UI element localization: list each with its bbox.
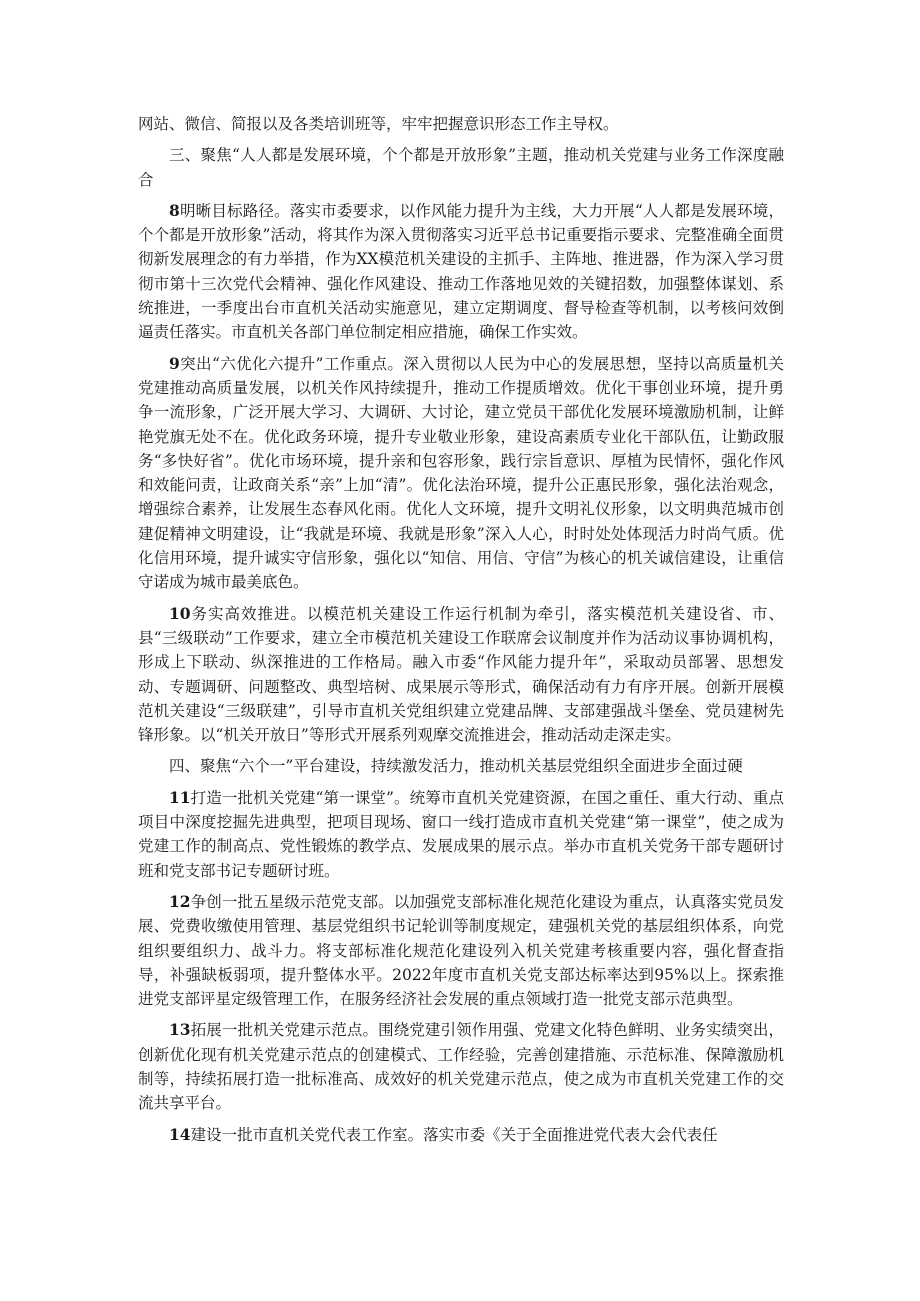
document-page: [138, 112, 784, 1154]
section-heading-3: 三、聚焦“人人都是发展环境，个个都是开放形象”主题，推动机关党建与业务工作深度融合: [138, 146, 784, 189]
continuation-paragraph: 网站、微信、简报以及各类培训班等，牢牢把握意识形态工作主导权。: [138, 115, 619, 133]
item-text: 务实高效推进。以模范机关建设工作运行机制为牵引，落实模范机关建设省、市、县“三级联动”工作要求，建立全市模范机关建设工作联席会议制度并作为活动议事协调机构，形成上下联动、纵深推进的工作格局。融入市委“作风能力提升年”，采取动员部署、思想发动、专题调研、问题整改、典型培树、成果展示等形式，确保活动有力有序开展。创新开展模范机关建设“三级联建”，引导市直机关党组织建立党建品牌、支部建强战斗堡垒、党员建树先锋形象。以“机关开放日”等形式开展系列观摩交流推进会，推动活动走深走实。: [138, 604, 784, 745]
item-number: 8: [169, 200, 180, 220]
item-text: 突出“六优化六提升”工作重点。深入贯彻以人民为中心的发展思想，坚持以高质量机关党建推动高质量发展，以机关作风持续提升，推动工作提质增效。优化干事创业环境，提升勇争一流形象，广泛开展大学习、大调研、大讨论，建立党员干部优化发展环境激励机制，让鲜艳党旗无处不在。优化政务环境，提升专业敬业形象，建设高素质专业化干部队伍，让勤政服务“多快好省”。优化市场环境，提升亲和包容形象，践行宗旨意识、厚植为民情怀，强化作风和效能问责，让政商关系“亲”上加“清”。优化法治环境，提升公正惠民形象，强化法治观念，增强综合素养，让发展生态春风化雨。优化人文环境，提升文明礼仪形象，以文明典范城市创建促精神文明建设，让“我就是环境、我就是形象”深入人心，时时处处体现活力时尚气质。优化信用环境，提升诚实守信形象，强化以“知信、用信、守信”为核心的机关诚信建设，让重信守诺成为城市最美底色。: [138, 354, 784, 592]
item-paragraph-10: [138, 602, 784, 748]
section-heading-4: 四、聚焦“六个一”平台建设，持续激发活力，推动机关基层党组织全面进步全面过硬: [169, 757, 743, 776]
item-number: 11: [169, 787, 191, 807]
item-text: 建设一批市直机关党代表工作室。落实市委《关于全面推进党代表大会代表任: [190, 1125, 718, 1144]
item-paragraph-12: [138, 890, 784, 1011]
item-number: 12: [169, 891, 191, 911]
item-text: 争创一批五星级示范党支部。以加强党支部标准化规范化建设为重点，认真落实党员发展、党费收缴使用管理、基层党组织书记轮训等制度规定，建强机关党的基层组织体系，向党组织要组织力、战斗力。将支部标准化规范化建设列入机关党建考核重要内容，强化督查指导，补强缺板弱项，提升整体水平。2022年度市直机关党支部达标率达到95%以上。探索推进党支部评星定级管理工作，在服务经济社会发展的重点领域打造一批党支部示范典型。: [138, 892, 784, 1009]
item-number: 10: [169, 603, 191, 623]
item-paragraph-13: [138, 1018, 784, 1115]
item-text: 打造一批机关党建“第一课堂”。统筹市直机关党建资源，在国之重任、重大行动、重点项目中深度挖掘先进典型，把项目现场、窗口一线打造成市直机关党建“第一课堂”，使之成为党建工作的制高点、党性锻炼的教学点、发展成果的展示点。举办市直机关党务干部专题研讨班和党支部书记专题研讨班。: [138, 788, 784, 880]
item-number: 13: [169, 1020, 191, 1040]
item-text: 明晰目标路径。落实市委要求，以作风能力提升为主线，大力开展“人人都是发展环境，个个都是开放形象”活动，将其作为深入贯彻落实习近平总书记重要指示要求、完整准确全面贯彻新发展理念的有力举措，作为XX模范机关建设的主抓手、主阵地、推进器，作为深入学习贯彻市第十三次党代会精神、强化作风建设、推动工作落地见效的关键招数，加强整体谋划、系统推进，一季度出台市直机关活动实施意见，建立定期调度、督导检查等机制，以考核问效倒逼责任落实。市直机关各部门单位制定相应措施，确保工作实效。: [138, 201, 784, 342]
item-paragraph-11: [138, 786, 784, 883]
item-number: 9: [169, 353, 180, 373]
item-text: 拓展一批机关党建示范点。围绕党建引领作用强、党建文化特色鲜明、业务实绩突出，创新优化现有机关党建示范点的创建模式、工作经验，完善创建措施、示范标准、保障激励机制等，持续拓展打造一批标准高、成效好的机关党建示范点，使之成为市直机关党建工作的交流共享平台。: [138, 1021, 784, 1113]
item-paragraph-9: [138, 352, 784, 595]
item-paragraph-14: [138, 1123, 784, 1147]
item-paragraph-8: [138, 199, 784, 345]
item-number: 14: [169, 1124, 191, 1144]
